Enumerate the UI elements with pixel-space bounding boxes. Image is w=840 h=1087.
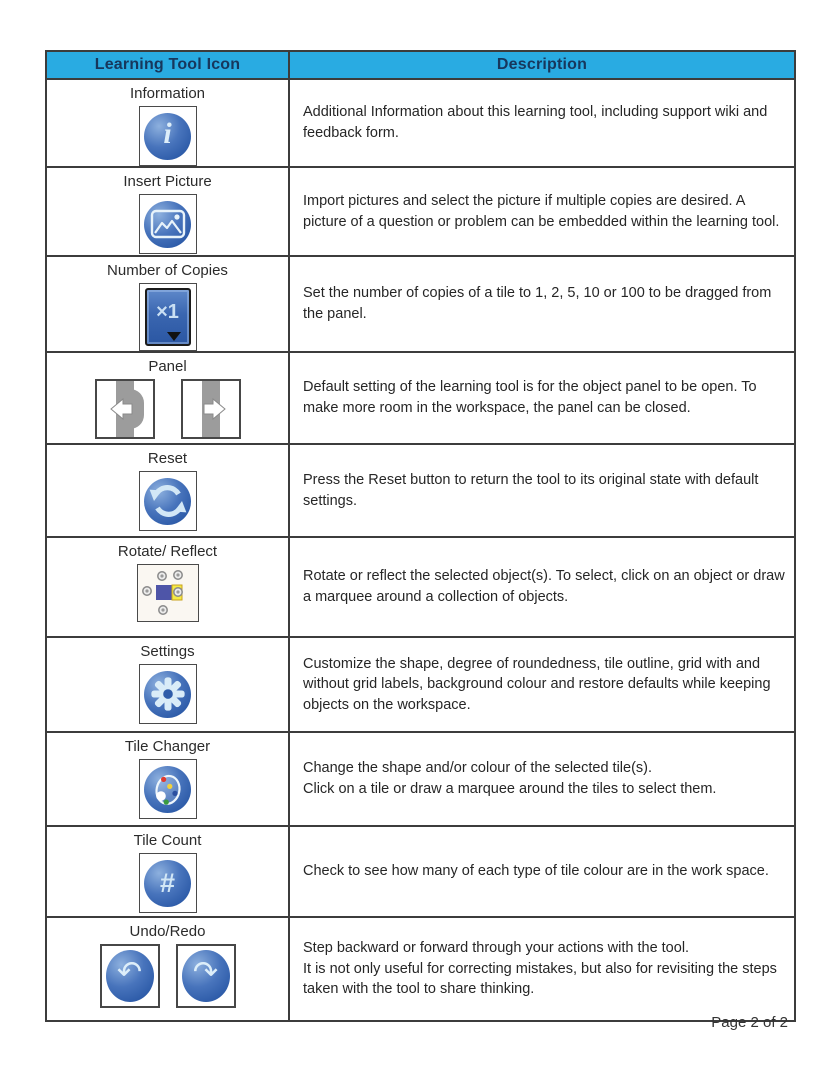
description-text: Import pictures and select the picture if multiple copies are desired. A picture of a question or problem can be embedded within the learning tool.	[303, 192, 780, 230]
description-text: Customize the shape, degree of roundedness, tile outline, grid with and without grid labels, background colour and restore defaults while keeping objects on the workspace.	[303, 655, 771, 713]
table-row	[46, 826, 795, 917]
redo-icon: ↷	[176, 944, 236, 1008]
description-cell	[289, 637, 795, 732]
reset-icon	[139, 471, 197, 531]
copies-value: ×1	[156, 300, 179, 323]
table-row	[46, 352, 795, 444]
description-cell	[289, 79, 795, 167]
table-row	[46, 167, 795, 256]
tile-count-icon: #	[139, 853, 197, 913]
panel-close-icon	[95, 379, 155, 439]
icon-label: Settings	[140, 643, 195, 660]
icon-cell	[46, 537, 289, 637]
description-text: Press the Reset button to return the tool to its original state with default settings.	[303, 471, 759, 509]
table-row	[46, 537, 795, 637]
description-cell	[289, 917, 795, 1021]
icon-label: Tile Count	[133, 832, 202, 849]
table-row	[46, 732, 795, 826]
copies-dropdown-button	[145, 288, 191, 346]
description-cell	[289, 732, 795, 826]
description-text: Step backward or forward through your actions with the tool.	[303, 940, 690, 957]
table-row	[46, 256, 795, 352]
icon-cell	[46, 256, 289, 352]
settings-icon	[139, 664, 197, 724]
description-text: Change the shape and/or colour of the selected tile(s).	[303, 760, 653, 777]
description-cell	[289, 256, 795, 352]
icon-label: Reset	[147, 450, 188, 467]
icon-cell	[46, 352, 289, 444]
icon-cell	[46, 917, 289, 1021]
table-row	[46, 79, 795, 167]
description-cell	[289, 826, 795, 917]
description-text: Default setting of the learning tool is for the object panel to be open. To make more room in the workspace, the panel can be closed.	[303, 379, 757, 416]
tile-changer-icon	[139, 759, 197, 819]
page-indicator: Page 2 of 2	[711, 1014, 788, 1031]
icon-label: Number of Copies	[107, 262, 228, 279]
icon-cell	[46, 826, 289, 917]
icon-label: Rotate/ Reflect	[117, 543, 218, 560]
table-header-row	[46, 51, 795, 79]
dropdown-caret-icon	[167, 332, 181, 341]
description-cell	[289, 352, 795, 444]
header-cell-description: Description	[289, 51, 795, 79]
number-of-copies-icon	[139, 283, 197, 351]
table-row	[46, 637, 795, 732]
icon-cell	[46, 79, 289, 167]
description-text: Click on a tile or draw a marquee around the tiles to select them.	[303, 781, 717, 797]
panel-open-icon	[181, 379, 241, 439]
learning-tool-table	[45, 50, 796, 1022]
table-row	[46, 444, 795, 537]
icon-label: Information	[129, 85, 206, 102]
icon-label: Insert Picture	[123, 173, 212, 190]
description-cell	[289, 167, 795, 256]
description-text: It is not only useful for correcting mistakes, but also for revisiting the steps taken with the tool to share thinking.	[303, 960, 777, 998]
description-text: Rotate or reflect the selected object(s). To select, click on an object or draw a marquee around a collection of objects.	[303, 568, 785, 605]
icon-cell	[46, 732, 289, 826]
header-cell-icon: Learning Tool Icon	[46, 51, 289, 79]
insert-picture-icon	[139, 194, 197, 254]
icon-cell	[46, 444, 289, 537]
icon-label: Undo/Redo	[129, 923, 206, 940]
description-text: Set the number of copies of a tile to 1, 2, 5, 10 or 100 to be dragged from the panel.	[303, 285, 772, 322]
rotate-reflect-icon	[137, 564, 199, 622]
icon-label: Tile Changer	[124, 738, 211, 755]
information-icon: i	[139, 106, 197, 166]
icon-label: Panel	[148, 358, 187, 375]
icon-cell	[46, 637, 289, 732]
description-cell	[289, 537, 795, 637]
undo-icon: ↶	[100, 944, 160, 1008]
description-text: Additional Information about this learning tool, including support wiki and feedback form.	[303, 104, 768, 141]
description-text: Check to see how many of each type of tile colour are in the work space.	[303, 863, 769, 880]
icon-cell	[46, 167, 289, 256]
table-row	[46, 917, 795, 1021]
description-cell	[289, 444, 795, 537]
